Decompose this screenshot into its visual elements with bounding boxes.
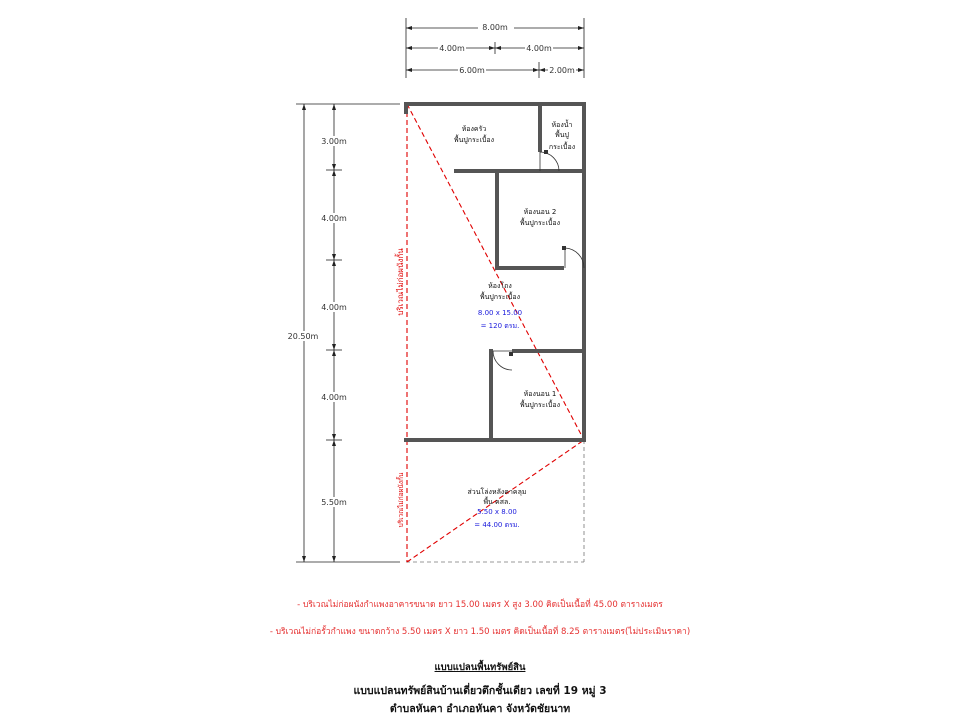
bedroom1-name: ห้องนอน 1 (523, 390, 557, 398)
bathroom-door-icon (544, 150, 548, 154)
dim-seg2: 4.00m (321, 214, 347, 223)
dim-mid-left: 6.00m (459, 66, 485, 75)
plan-title-line-1: แบบแปลนทรัพย์สินบ้านเดี่ยวตึกชั้นเดียว เลขที่ 19 หมู่ 3 (353, 685, 607, 697)
living-size: 8.00 x 15.00 (477, 309, 523, 317)
dim-seg1: 3.00m (321, 137, 347, 146)
dim-left-total: 20.50m (287, 332, 319, 341)
note-1-text: - บริเวณไม่ก่อผนังกำแพงอาคารขนาด ยาว 15.00 เมตร X สูง 3.00 คิดเป็นเนื้อที่ 45.00 ตารางเมตร (297, 600, 663, 610)
carport-name: ส่วนโล่งหลังคาคลุม (467, 488, 527, 496)
open-wall-label-lower: บริเวณไม่ก่อผนังกั้น (397, 472, 405, 528)
bedroom2-door-icon (562, 246, 566, 250)
carport-floor: พื้น คสล. (483, 498, 511, 506)
dim-top-right-half: 4.00m (526, 44, 552, 53)
dim-top-total: 8.00m (482, 23, 508, 32)
note-2-text: - บริเวณไม่ก่อรั้วกำแพง ขนาดกว้าง 5.50 เมตร X ยาว 1.50 เมตร คิดเป็นเนื้อที่ 8.25 ตารางเมตร(ไม่ประเมินราคา) (269, 627, 691, 637)
door-swings (493, 152, 584, 370)
bedroom1-floor: พื้นปูกระเบื้อง (519, 401, 561, 409)
bathroom-line2: พื้นปู (555, 131, 569, 139)
bedroom2-floor: พื้นปูกระเบื้อง (519, 219, 561, 227)
open-wall-label-upper: บริเวณไม่ก่อผนังกั้น (396, 248, 405, 316)
dim-seg4: 4.00m (321, 393, 347, 402)
living-floor: พื้นปูกระเบื้อง (479, 293, 521, 301)
plan-heading: แบบแปลนพื้นทรัพย์สิน (434, 662, 526, 673)
living-area: = 120 ตรม. (480, 322, 520, 330)
kitchen-floor: พื้นปูกระเบื้อง (453, 136, 495, 144)
note-line-2 (0, 624, 960, 638)
bathroom-line3: กระเบื้อง (548, 143, 576, 151)
bedroom1-door-icon (509, 352, 513, 356)
carport-area: = 44.00 ตรม. (474, 521, 520, 529)
living-name: ห้องโถง (488, 282, 512, 290)
bedroom2-name: ห้องนอน 2 (523, 208, 557, 216)
dim-top-left-half: 4.00m (439, 44, 465, 53)
kitchen-name: ห้องครัว (461, 125, 487, 133)
carport-size: 5.50 x 8.00 (477, 508, 517, 516)
dim-seg3: 4.00m (321, 303, 347, 312)
bathroom-line1: ห้องน้ำ (551, 121, 573, 129)
note-line-1 (0, 597, 960, 611)
plan-title-line-2: ตำบลหันคา อำเภอหันคา จังหวัดชัยนาท (389, 703, 571, 715)
dim-seg5: 5.50m (321, 498, 347, 507)
dim-mid-right: 2.00m (549, 66, 575, 75)
